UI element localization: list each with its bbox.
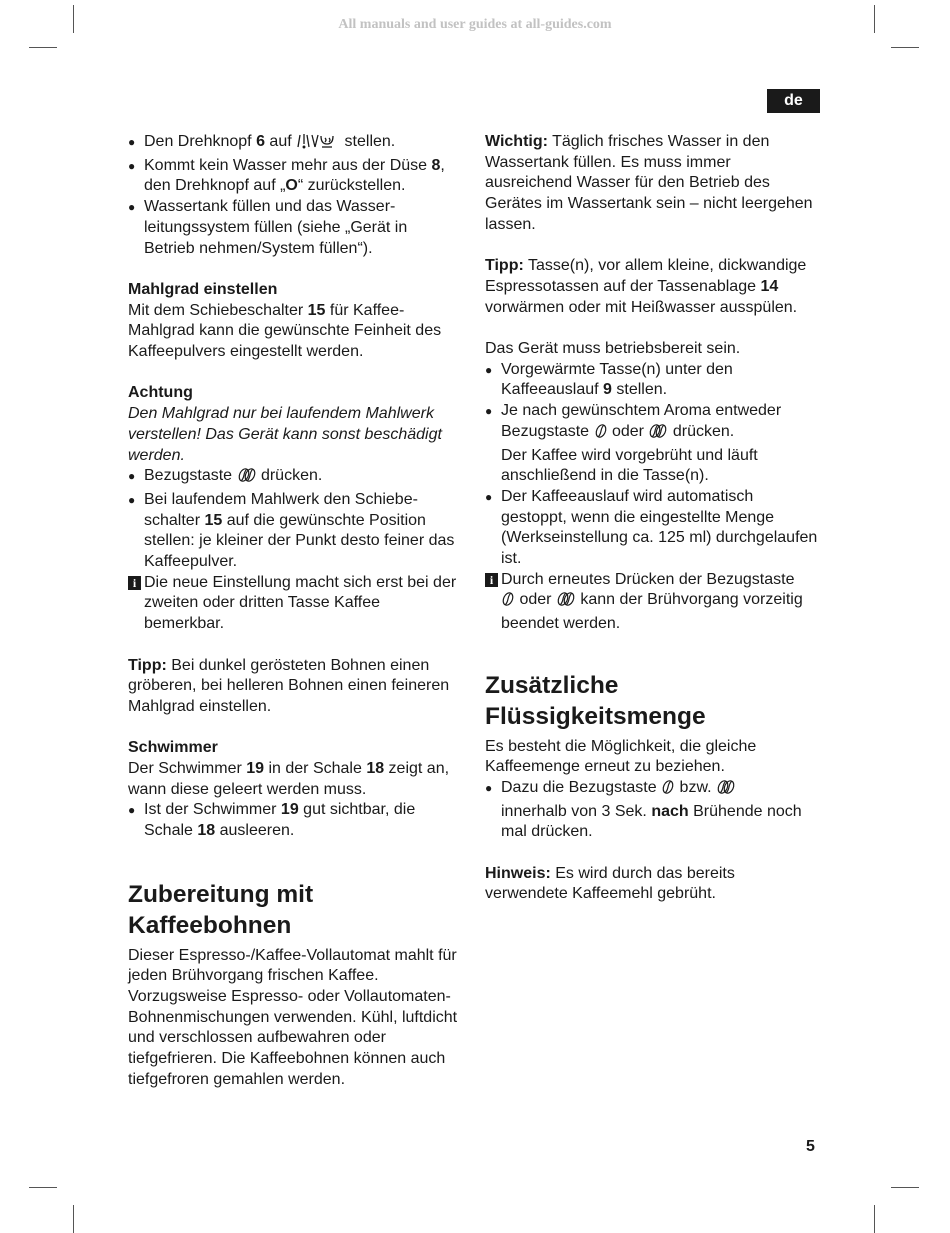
info-note: i Die neue Einstellung macht sich erst bei der zweiten oder dritten Tasse Kaffee bemerkbar. bbox=[128, 573, 458, 635]
language-tab: de bbox=[767, 89, 820, 113]
important-paragraph: Wichtig: Täglich frisches Wasser in den Wassertank füllen. Es muss immer ausreichend Wasser für den Betrieb des Gerätes im Wassertank sein – nicht leergehen lassen. bbox=[485, 133, 813, 233]
crop-mark bbox=[29, 1187, 57, 1188]
paragraph: Das Gerät muss betriebsbereit sein. bbox=[485, 340, 741, 357]
list-item: ● Je nach gewünschtem Aroma entweder Bezugstaste oder drücken. Der Kaffee wird vorgebrüht und läuft anschließend in die Tasse(n). bbox=[485, 401, 820, 487]
subheading-achtung: Achtung bbox=[128, 384, 193, 402]
paragraph: Dieser Espresso-/Kaffee-Vollautomat mahlt für jeden Brühvorgang frischen Kaffee. Vorzugsweise Espresso- oder Vollautomaten-Bohnenmischungen verwenden. Kühl, luftdicht und verschlossen aufbewahren oder tiefgefrieren. Die Kaffeebohnen können auch tiefgefroren gemahlen werden. bbox=[128, 946, 458, 1088]
right-column bbox=[485, 132, 820, 905]
list-item: ● Bezugstaste drücken. bbox=[128, 466, 458, 490]
page-number: 5 bbox=[806, 1138, 815, 1155]
paragraph: Mit dem Schiebeschalter 15 für Kaffee-Mahlgrad kann die gewünschte Feinheit des Kaffeepulvers eingestellt werden. bbox=[128, 301, 442, 361]
note-paragraph: Hinweis: Es wird durch das bereits verwendete Kaffeemehl gebrüht. bbox=[485, 864, 735, 903]
warning-text: Den Mahlgrad nur bei laufendem Mahlwerk verstellen! Das Gerät kann sonst beschädigt werden. bbox=[128, 405, 442, 464]
section-title-zusaetzliche: Zusätzliche Flüssigkeitsmenge bbox=[485, 671, 706, 730]
watermark: All manuals and user guides at all-guides.com bbox=[338, 17, 612, 32]
crop-mark bbox=[891, 1187, 919, 1188]
steam-water-dial-icon bbox=[296, 133, 340, 156]
tip-paragraph: Tipp: Tasse(n), vor allem kleine, dickwandige Espressotassen auf der Tassenablage 14 vorwärmen oder mit Heißwasser ausspülen. bbox=[485, 257, 807, 316]
paragraph: Es besteht die Möglichkeit, die gleiche Kaffeemenge erneut zu beziehen. bbox=[485, 737, 757, 776]
double-bean-icon bbox=[648, 423, 668, 446]
double-bean-icon bbox=[556, 591, 576, 614]
list-item: ● Ist der Schwimmer 19 gut sichtbar, die Schale 18 ausleeren. bbox=[128, 800, 458, 841]
single-bean-icon bbox=[661, 779, 675, 802]
subheading-mahlgrad: Mahlgrad einstellen bbox=[128, 280, 278, 298]
section-title-zubereitung: Zubereitung mit Kaffeebohnen bbox=[128, 880, 314, 939]
list-item: ● Der Kaffeeauslauf wird automatisch gestoppt, wenn die eingestellte Menge (Werkseinstellung ca. 125 ml) durchgelaufen ist. bbox=[485, 487, 820, 570]
double-bean-icon bbox=[716, 779, 736, 802]
info-icon: i bbox=[485, 573, 498, 587]
crop-mark bbox=[29, 47, 57, 48]
tip-paragraph: Tipp: Bei dunkel gerösteten Bohnen einen gröberen, bei helleren Bohnen einen feineren Mahlgrad einstellen. bbox=[128, 656, 450, 715]
info-icon: i bbox=[128, 576, 141, 590]
info-note: i Durch erneutes Drücken der Bezugstaste oder kann der Brühvorgang vorzeitig beendet werden. bbox=[485, 570, 820, 635]
double-bean-icon bbox=[237, 467, 257, 490]
crop-mark bbox=[891, 47, 919, 48]
crop-mark bbox=[73, 1205, 74, 1233]
left-column bbox=[128, 132, 458, 1090]
list-item: ● Bei laufendem Mahlwerk den Schiebeschalter 15 auf die gewünschte Position stellen: je kleiner der Punkt desto feiner das Kaffeepulver. bbox=[128, 490, 458, 573]
single-bean-icon bbox=[594, 423, 608, 446]
list-item: ● Kommt kein Wasser mehr aus der Düse 8, den Drehknopf auf „O“ zurückstellen. bbox=[128, 156, 458, 197]
list-item: ● Wassertank füllen und das Wasserleitungssystem füllen (siehe „Gerät in Betrieb nehmen/System füllen“). bbox=[128, 197, 458, 259]
crop-mark bbox=[874, 1205, 875, 1233]
paragraph: Der Schwimmer 19 in der Schale 18 zeigt an, wann diese geleert werden muss. bbox=[128, 760, 450, 798]
list-item: ● Dazu die Bezugstaste bzw. innerhalb von 3 Sek. nach Brühende noch mal drücken. bbox=[485, 778, 820, 843]
single-bean-icon bbox=[501, 591, 515, 614]
list-item: ● Vorgewärmte Tasse(n) unter den Kaffeeauslauf 9 stellen. bbox=[485, 360, 820, 401]
list-item: ● Den Drehknopf 6 auf stellen. bbox=[128, 132, 458, 156]
subheading-schwimmer: Schwimmer bbox=[128, 739, 218, 757]
